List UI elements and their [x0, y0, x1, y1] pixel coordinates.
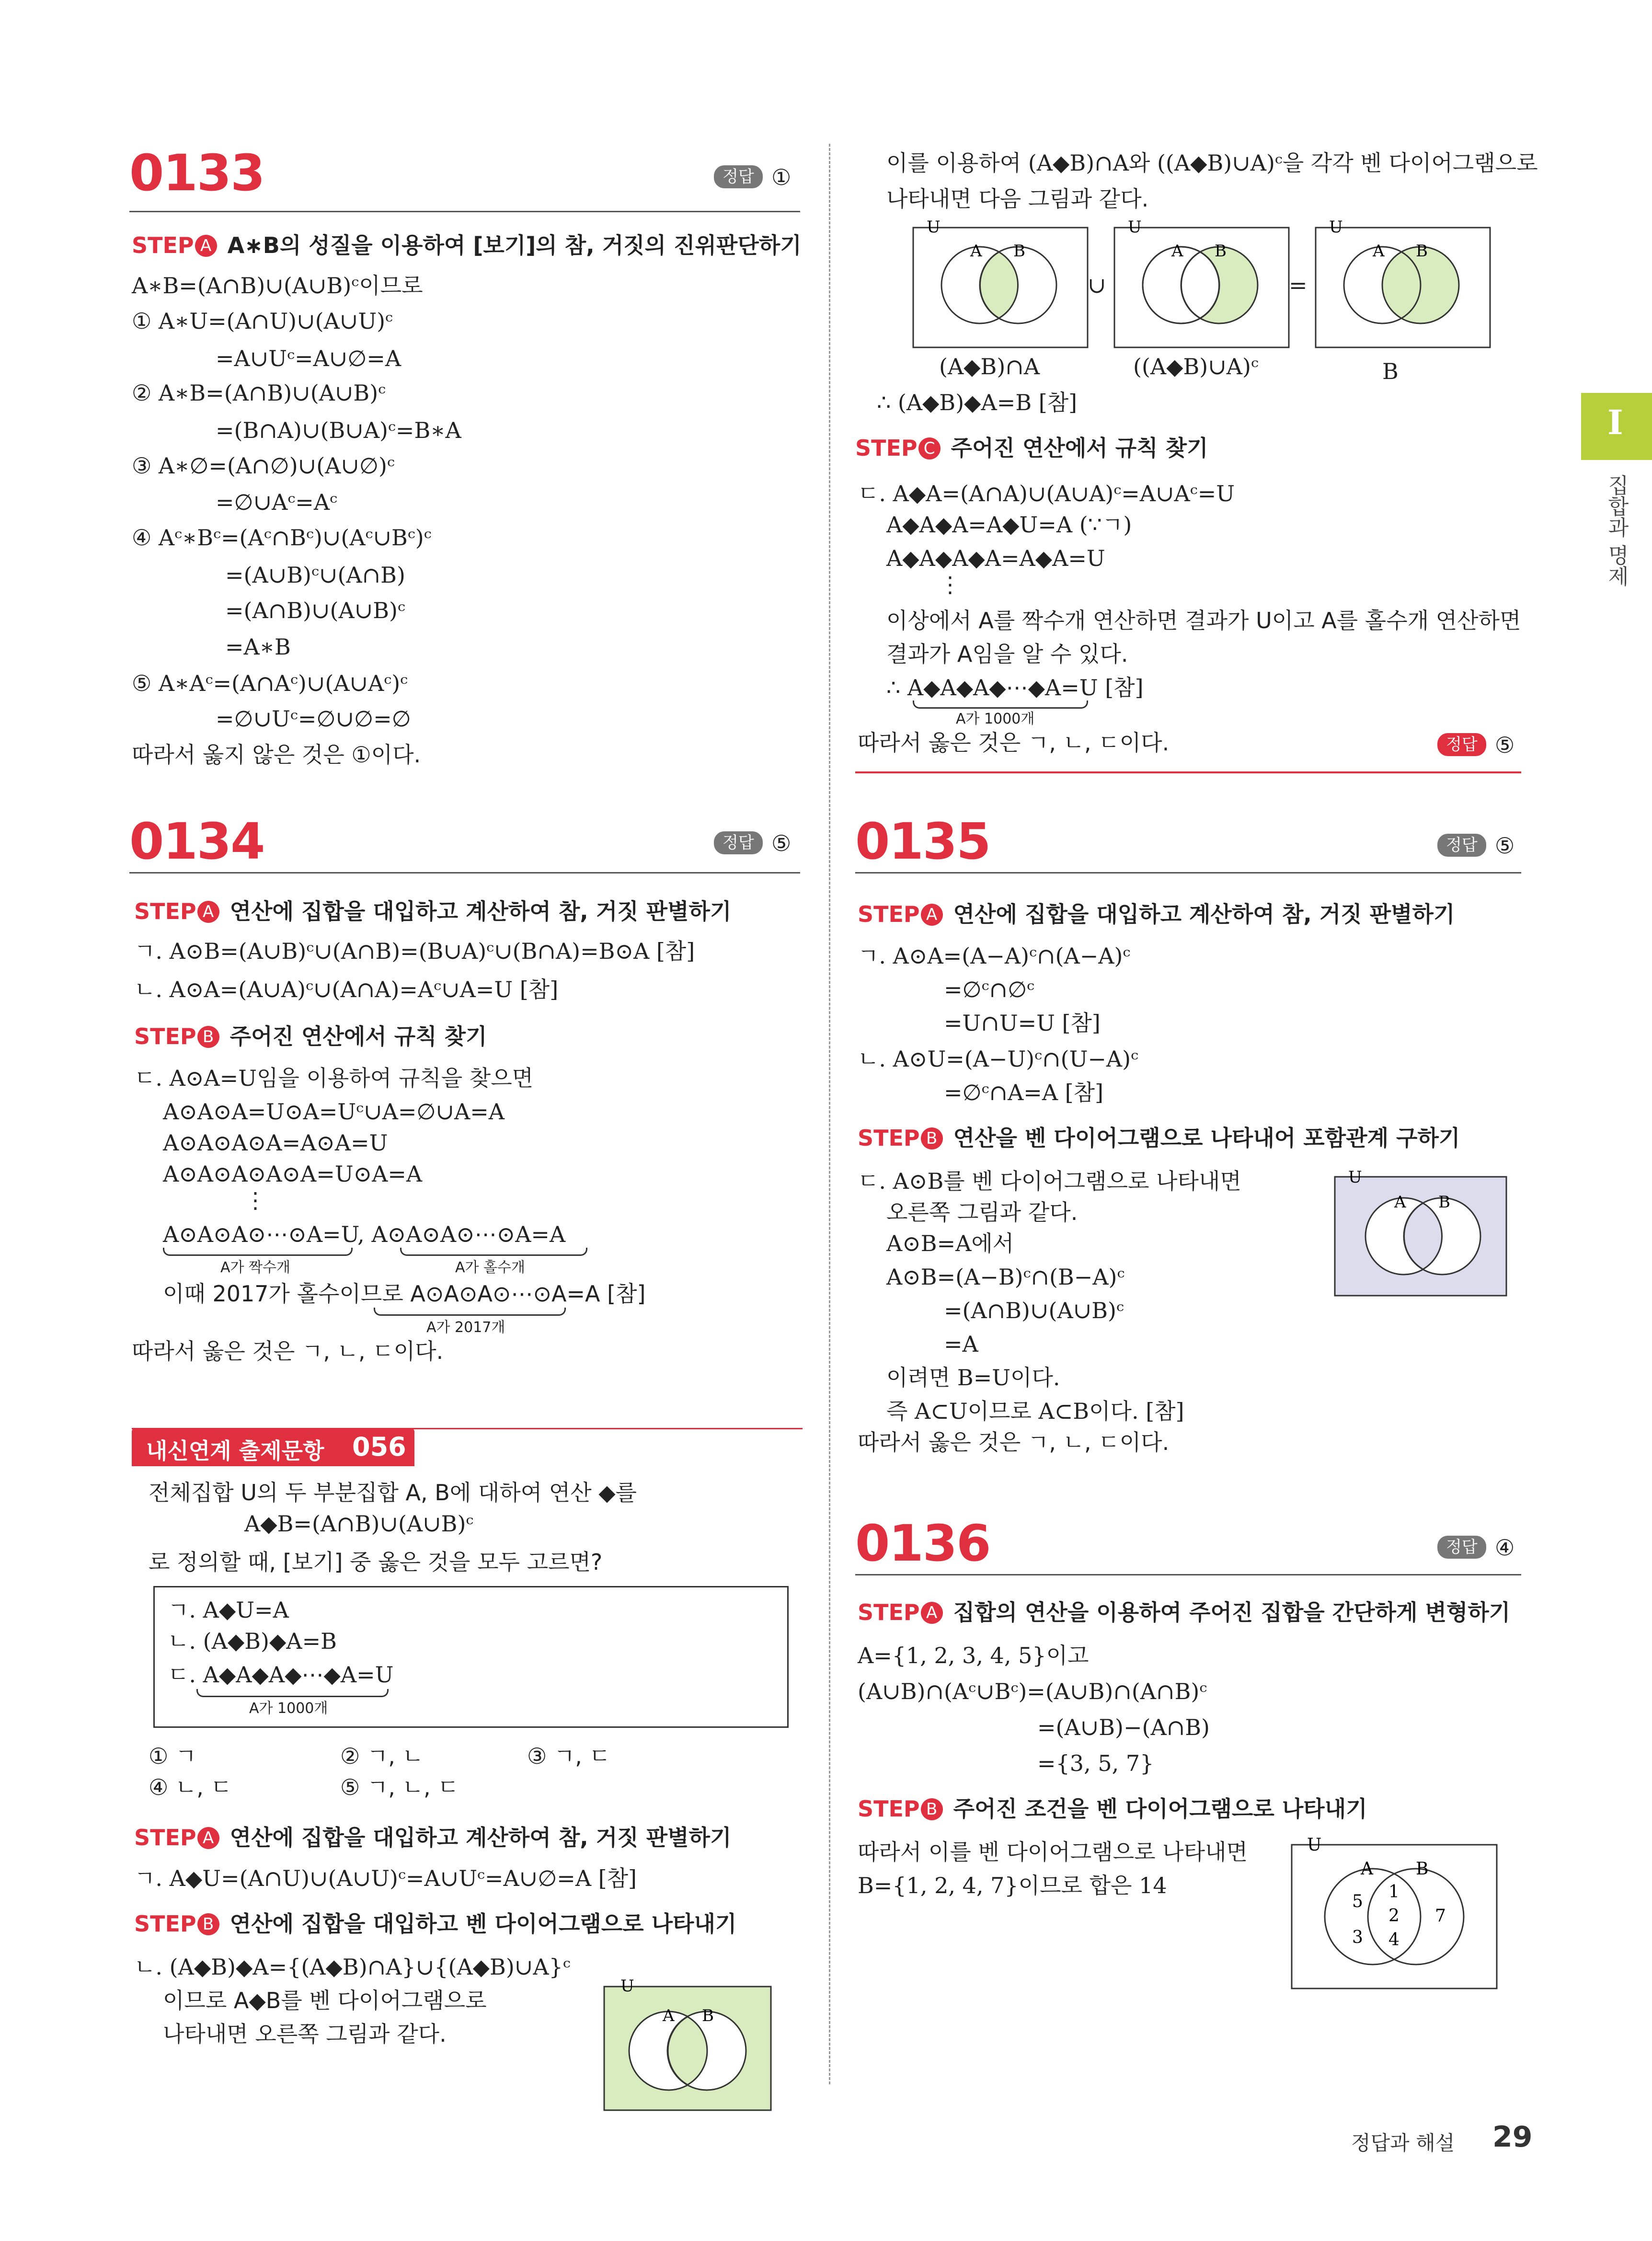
- step-b-heading: STEP B 주어진 조건을 벤 다이어그램으로 나타내기: [858, 1796, 1367, 1822]
- solution-line: ⋮: [244, 1187, 266, 1213]
- step-a-heading: STEP A 연산에 집합을 대입하고 계산하여 참, 거짓 판별하기: [134, 1825, 732, 1850]
- answer-badge: 정답: [714, 831, 763, 854]
- choice-1: ① ㄱ: [149, 1743, 197, 1769]
- brace-label: A가 짝수개: [220, 1259, 290, 1276]
- venn-b-label: B: [1416, 1859, 1429, 1879]
- problem-number-0136: 0136: [855, 1514, 990, 1573]
- venn-b-label: B: [1438, 1193, 1450, 1212]
- answer-badge: 정답: [1437, 1536, 1486, 1559]
- venn-u-label: U: [620, 1979, 634, 1996]
- solution-line: 나타내면 다음 그림과 같다.: [886, 186, 1149, 212]
- solution-line: 이므로 A◆B를 벤 다이어그램으로: [163, 1988, 487, 2013]
- step-a-heading: STEP A 연산에 집합을 대입하고 계산하여 참, 거짓 판별하기: [858, 901, 1455, 927]
- solution-line: ㄴ. A⊙U=(A−U)ᶜ∩(U−A)ᶜ: [858, 1046, 1138, 1072]
- venn-element: 7: [1435, 1906, 1446, 1926]
- solution-line: 이때 2017가 홀수이므로 A⊙A⊙A⊙⋯⊙A=A [참]: [163, 1281, 646, 1307]
- problem-number-0135: 0135: [855, 812, 990, 871]
- venn-caption: (A◆B)∩A: [939, 354, 1040, 379]
- venn-diagram-result-b: [1313, 218, 1495, 350]
- solution-line: A⊙B=A에서: [886, 1230, 1014, 1256]
- bogi-item: ㄴ. (A◆B)◆A=B: [168, 1628, 337, 1654]
- bogi-item: ㄱ. A◆U=A: [168, 1597, 289, 1623]
- solution-line: 이상에서 A를 짝수개 연산하면 결과가 U이고 A를 홀수개 연산하면: [886, 608, 1521, 633]
- venn-a-label: A: [970, 241, 982, 261]
- answer-number: ④: [1495, 1535, 1515, 1561]
- solution-line: A⊙A⊙A⊙A⊙A=U⊙A=A: [163, 1161, 423, 1187]
- solution-line: ㄱ. A◆U=(A∩U)∪(A∪U)ᶜ=A∪Uᶜ=A∪∅=A [참]: [134, 1865, 637, 1891]
- solution-line: =(A∩B)∪(A∪B)ᶜ: [225, 598, 405, 623]
- solution-line: =U∩U=U [참]: [944, 1010, 1101, 1036]
- step-b-heading: STEP B 연산에 집합을 대입하고 벤 다이어그램으로 나타내기: [134, 1911, 737, 1937]
- venn-diagram-intersection: [910, 218, 1092, 350]
- venn-element: 4: [1388, 1930, 1400, 1950]
- solution-line: =∅ᶜ∩A=A [참]: [944, 1080, 1104, 1105]
- venn-caption: ((A◆B)∪A)ᶜ: [1133, 354, 1259, 379]
- answer-number: ①: [771, 164, 792, 190]
- naesin-rule: [132, 1428, 803, 1429]
- answer-badge: 정답: [1437, 834, 1486, 857]
- solution-line: ② A∗B=(A∩B)∪(A∪B)ᶜ: [132, 380, 386, 406]
- solution-line: =(A∪B)ᶜ∪(A∩B): [225, 562, 405, 588]
- venn-u-label: U: [1348, 1169, 1362, 1187]
- solution-line: ㄱ. A⊙A=(A−A)ᶜ∩(A−A)ᶜ: [858, 943, 1131, 969]
- solution-line: A∗B=(A∩B)∪(A∪B)ᶜ이므로: [132, 273, 423, 299]
- solution-line: ={3, 5, 7}: [1037, 1750, 1154, 1776]
- brace-label: A가 1000개: [249, 1700, 328, 1717]
- chapter-tab: [1581, 393, 1652, 460]
- answer-number: ⑤: [1495, 732, 1515, 758]
- solution-line: =A: [944, 1331, 978, 1357]
- venn-b-label: B: [1416, 241, 1428, 261]
- venn-diagram-a-diamond-b: [601, 1979, 774, 2113]
- footer-label: 정답과 해설: [1351, 2131, 1455, 2155]
- venn-b-label: B: [1215, 241, 1227, 261]
- answer-number: ⑤: [1495, 833, 1515, 859]
- solution-line: 이려면 B=U이다.: [886, 1365, 1060, 1391]
- solution-line: ⋮: [939, 572, 961, 598]
- naesin-banner: [132, 1428, 414, 1466]
- solution-conclusion: 따라서 옳은 것은 ㄱ, ㄴ, ㄷ이다.: [132, 1338, 444, 1364]
- solution-line: ㄴ. A⊙A=(A∪A)ᶜ∪(A∩A)=Aᶜ∪A=U [참]: [134, 977, 559, 1002]
- section-rule: [855, 771, 1521, 773]
- naesin-label: 내신연계 출제문항: [146, 1438, 324, 1464]
- solution-line: (A∪B)∩(Aᶜ∪Bᶜ)=(A∪B)∩(A∩B)ᶜ: [858, 1678, 1207, 1704]
- venn-u-label: U: [1307, 1835, 1322, 1855]
- step-b-heading: STEP B 연산을 벤 다이어그램으로 나타내어 포함관계 구하기: [858, 1125, 1460, 1151]
- solution-line: ㄷ. A⊙B를 벤 다이어그램으로 나타내면: [858, 1168, 1241, 1194]
- union-operator: ∪: [1088, 272, 1106, 298]
- choice-5: ⑤ ㄱ, ㄴ, ㄷ: [340, 1774, 459, 1800]
- chapter-number: I: [1607, 402, 1623, 442]
- step-a-heading: STEP A A∗B의 성질을 이용하여 [보기]의 참, 거짓의 진위판단하기: [132, 232, 802, 258]
- step-c-heading: STEP C 주어진 연산에서 규칙 찾기: [855, 435, 1208, 461]
- solution-line: =∅∪Uᶜ=∅∪∅=∅: [216, 706, 411, 732]
- solution-line: A⊙A⊙A⊙A=A⊙A=U: [163, 1130, 388, 1156]
- choice-4: ④ ㄴ, ㄷ: [149, 1774, 232, 1800]
- step-a-heading: STEP A 연산에 집합을 대입하고 계산하여 참, 거짓 판별하기: [134, 898, 732, 924]
- solution-line: ㄷ. A◆A=(A∩A)∪(A∪A)ᶜ=A∪Aᶜ=U: [858, 481, 1235, 506]
- solution-line: =(A∪B)−(A∩B): [1037, 1714, 1210, 1740]
- venn-diagram-0135: [1332, 1169, 1509, 1299]
- venn-diagram-0136: [1289, 1835, 1500, 1993]
- venn-b-label: B: [702, 2006, 714, 2025]
- venn-diagram-union-complement: [1112, 218, 1294, 350]
- solution-line: A◆A◆A◆A=A◆A=U: [886, 545, 1105, 571]
- solution-line: A⊙A⊙A⊙⋯⊙A=U, A⊙A⊙A⊙⋯⊙A=A: [163, 1221, 566, 1247]
- venn-caption: B: [1382, 358, 1399, 384]
- solution-line: ⑤ A∗Aᶜ=(A∩Aᶜ)∪(A∪Aᶜ)ᶜ: [132, 670, 408, 696]
- naesin-definition: A◆B=(A∩B)∪(A∪B)ᶜ: [244, 1511, 474, 1537]
- venn-element: 2: [1388, 1906, 1400, 1926]
- solution-line: 나타내면 오른쪽 그림과 같다.: [163, 2021, 447, 2047]
- venn-element: 5: [1352, 1892, 1363, 1911]
- answer-badge: 정답: [1437, 733, 1486, 756]
- venn-a-label: A: [1361, 1859, 1373, 1879]
- solution-conclusion: 따라서 옳은 것은 ㄱ, ㄴ, ㄷ이다.: [858, 1429, 1170, 1455]
- solution-line: ③ A∗∅=(A∩∅)∪(A∪∅)ᶜ: [132, 453, 395, 479]
- problem-number-0134: 0134: [129, 812, 264, 871]
- problem-rule: [129, 872, 800, 873]
- venn-a-label: A: [1373, 241, 1385, 261]
- venn-b-label: B: [1013, 241, 1025, 261]
- answer-number: ⑤: [771, 830, 792, 856]
- choice-3: ③ ㄱ, ㄷ: [527, 1743, 610, 1769]
- venn-a-label: A: [1171, 241, 1183, 261]
- solution-line: ∴ (A◆B)◆A=B [참]: [877, 390, 1078, 415]
- underbrace: [400, 1248, 587, 1256]
- bogi-item: ㄷ. A◆A◆A◆⋯◆A=U: [168, 1662, 394, 1688]
- naesin-question: 전체집합 U의 두 부분집합 A, B에 대하여 연산 ◆를: [149, 1480, 637, 1505]
- solution-line: ㄷ. A⊙A=U임을 이용하여 규칙을 찾으면: [134, 1065, 534, 1091]
- solution-line: =A∪Uᶜ=A∪∅=A: [216, 345, 402, 371]
- solution-line: ∴ A◆A◆A◆⋯◆A=U [참]: [886, 675, 1144, 701]
- solution-line: =A∗B: [225, 634, 291, 660]
- naesin-question: 로 정의할 때, [보기] 중 옳은 것을 모두 고르면?: [149, 1549, 603, 1575]
- solution-line: A={1, 2, 3, 4, 5}이고: [858, 1643, 1089, 1668]
- choice-2: ② ㄱ, ㄴ: [340, 1743, 424, 1769]
- solution-line: 오른쪽 그림과 같다.: [886, 1199, 1078, 1225]
- problem-number-0133: 0133: [129, 144, 264, 202]
- solution-line: B={1, 2, 4, 7}이므로 합은 14: [858, 1873, 1167, 1898]
- solution-line: A◆A◆A=A◆U=A (∵ㄱ): [886, 512, 1132, 538]
- problem-rule: [129, 211, 800, 212]
- brace-label: A가 홀수개: [455, 1259, 525, 1276]
- solution-line: ④ Aᶜ∗Bᶜ=(Aᶜ∩Bᶜ)∪(Aᶜ∪Bᶜ)ᶜ: [132, 525, 432, 551]
- solution-line: ㄱ. A⊙B=(A∪B)ᶜ∪(A∩B)=(B∪A)ᶜ∪(B∩A)=B⊙A [참]: [134, 938, 695, 964]
- venn-a-label: A: [663, 2006, 675, 2025]
- solution-line: =(A∩B)∪(A∪B)ᶜ: [944, 1298, 1124, 1323]
- solution-line: A⊙B=(A−B)ᶜ∩(B−A)ᶜ: [886, 1264, 1125, 1290]
- column-divider: [829, 144, 830, 2084]
- venn-a-label: A: [1394, 1193, 1406, 1212]
- solution-line: =(B∩A)∪(B∪A)ᶜ=B∗A: [216, 417, 461, 443]
- step-a-heading: STEP A 집합의 연산을 이용하여 주어진 집합을 간단하게 변형하기: [858, 1599, 1511, 1625]
- venn-element: 3: [1352, 1928, 1363, 1947]
- venn-u-label: U: [1329, 218, 1343, 237]
- problem-rule: [855, 1574, 1521, 1575]
- solution-line: ㄴ. (A◆B)◆A={(A◆B)∩A}∪{(A◆B)∪A}ᶜ: [134, 1954, 571, 1980]
- problem-rule: [855, 872, 1521, 873]
- venn-u-label: U: [1128, 218, 1142, 237]
- solution-line: 결과가 A임을 알 수 있다.: [886, 641, 1128, 667]
- underbrace: [163, 1248, 353, 1256]
- equals-operator: =: [1289, 272, 1308, 298]
- chapter-title: 집합과 명제: [1604, 474, 1629, 586]
- solution-line: 따라서 이를 벤 다이어그램으로 나타내면: [858, 1839, 1248, 1865]
- solution-line: A⊙A⊙A=U⊙A=Uᶜ∪A=∅∪A=A: [163, 1099, 505, 1125]
- venn-element: 1: [1388, 1882, 1400, 1902]
- brace-label: A가 1000개: [956, 711, 1035, 727]
- naesin-number: 056: [352, 1432, 406, 1462]
- underbrace: [374, 1308, 566, 1316]
- solution-conclusion: 따라서 옳지 않은 것은 ①이다.: [132, 742, 421, 768]
- venn-u-label: U: [927, 218, 941, 237]
- step-b-heading: STEP B 주어진 연산에서 규칙 찾기: [134, 1023, 487, 1049]
- solution-line: =∅ᶜ∩∅ᶜ: [944, 977, 1035, 1002]
- brace-label: A가 2017개: [426, 1319, 505, 1336]
- solution-line: 이를 이용하여 (A◆B)∩A와 ((A◆B)∪A)ᶜ을 각각 벤 다이어그램으로: [886, 150, 1538, 176]
- solution-line: 즉 A⊂U이므로 A⊂B이다. [참]: [886, 1398, 1184, 1424]
- answer-badge: 정답: [714, 165, 763, 188]
- solution-line: =∅∪Aᶜ=Aᶜ: [216, 489, 337, 515]
- page-number: 29: [1492, 2120, 1533, 2154]
- solution-line: ① A∗U=(A∩U)∪(A∪U)ᶜ: [132, 308, 393, 334]
- solution-conclusion: 따라서 옳은 것은 ㄱ, ㄴ, ㄷ이다.: [858, 730, 1170, 756]
